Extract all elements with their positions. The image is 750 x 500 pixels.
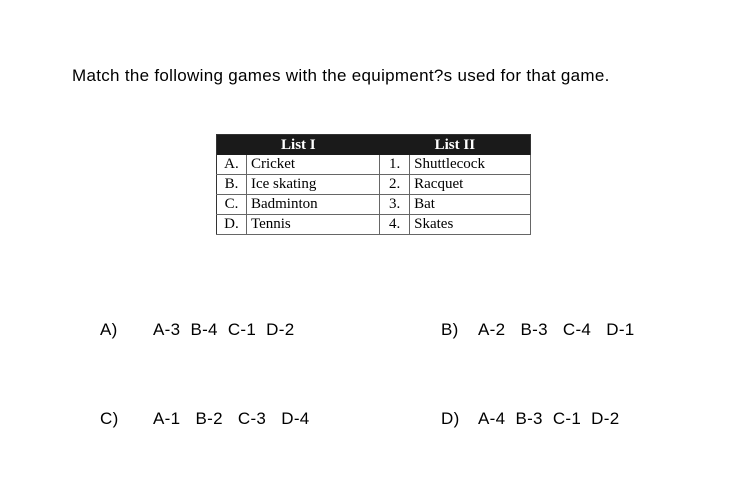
option-a-text: A-3 B-4 C-1 D-2 [153,320,295,339]
table-row [217,195,531,215]
option-d[interactable] [431,389,619,429]
list-two-key: 3. [380,195,410,215]
list-one-item: Tennis [246,215,379,235]
option-c-text: A-1 B-2 C-3 D-4 [153,409,310,428]
list-one-header: List I [217,135,380,156]
list-two-header: List II [380,135,531,156]
option-c-label: C) [100,409,119,428]
table-row [217,175,531,195]
list-one-item: Cricket [246,155,379,175]
list-one-item: Ice skating [246,175,379,195]
list-one-item: Badminton [246,195,379,215]
option-b-label: B) [441,320,459,339]
list-two-item: Shuttlecock [410,155,531,175]
list-two-item: Bat [410,195,531,215]
list-two-item: Skates [410,215,531,235]
table-header-row [217,135,531,156]
list-one-key: A. [217,155,247,175]
option-a[interactable] [90,300,294,340]
match-table [216,134,531,235]
option-c[interactable] [90,389,310,429]
list-two-item: Racquet [410,175,531,195]
list-two-key: 2. [380,175,410,195]
question-text: Match the following games with the equipment?s used for that game. [72,66,610,85]
table-row [217,155,531,175]
list-one-key: B. [217,175,247,195]
option-b-text: A-2 B-3 C-4 D-1 [478,320,635,339]
option-d-text: A-4 B-3 C-1 D-2 [478,409,620,428]
list-two-key: 1. [380,155,410,175]
option-a-label: A) [100,320,118,339]
option-b[interactable] [431,300,635,340]
list-one-key: D. [217,215,247,235]
list-two-key: 4. [380,215,410,235]
list-one-key: C. [217,195,247,215]
table-row [217,215,531,235]
option-d-label: D) [441,409,460,428]
